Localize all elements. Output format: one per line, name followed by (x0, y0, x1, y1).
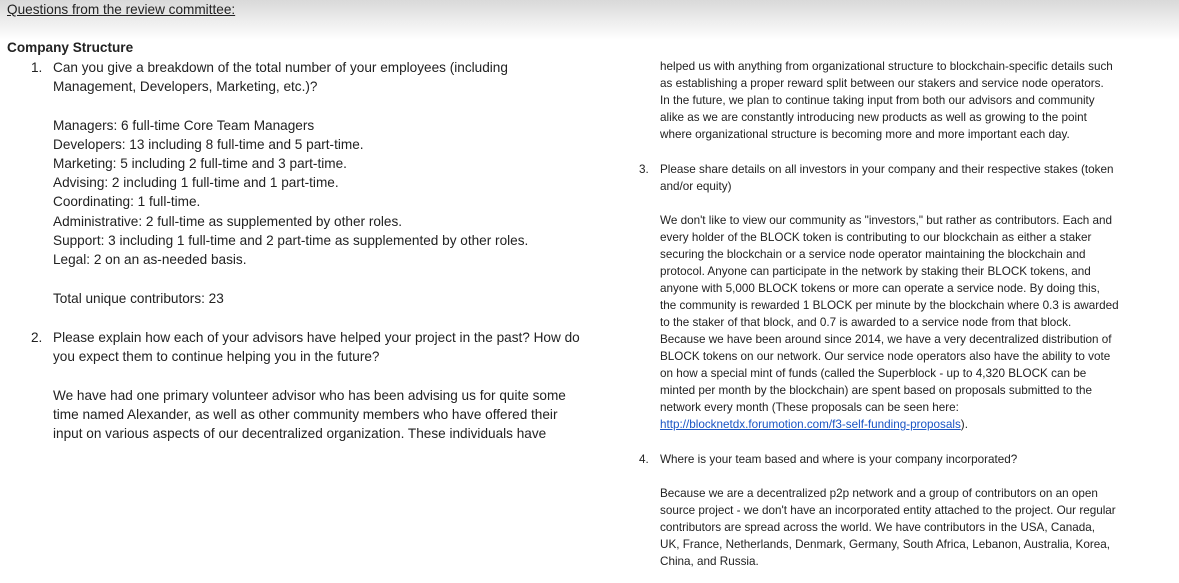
answer-line: Because we have been around since 2014, we have a very decentralized distribution of (660, 333, 1112, 346)
answer-line: on how a special mint of funds (called the Superblock - up to 4,320 BLOCK can be (660, 367, 1087, 380)
question-2-line: Please explain how each of your advisors have helped your project in the past? How do (53, 330, 580, 345)
breakdown-item: Developers: 13 including 8 full-time and 5 part-time. (53, 137, 364, 152)
answer-line: time named Alexander, as well as other community members who have offered their (53, 407, 558, 422)
answer-line: securing the blockchain or a service node operator maintaining the blockchain and (660, 248, 1086, 261)
question-1-line: Management, Developers, Marketing, etc.)? (53, 79, 318, 94)
question-3-line: Please share details on all investors in your company and their respective stakes (token (660, 163, 1114, 176)
answer-line: every holder of the BLOCK token is contributing to our blockchain as either a staker (660, 231, 1092, 244)
breakdown-item: Legal: 2 on an as-needed basis. (53, 252, 247, 267)
answer-line: protocol. Anyone can participate in the network by staking their BLOCK tokens, and (660, 265, 1091, 278)
question-2-number: 2. (31, 330, 43, 345)
answer-line: contributors are spread across the world. We have contributors in the USA, Canada, (660, 521, 1096, 534)
answer-line: We don't like to view our community as "investors," but rather as contributors. Each and (660, 214, 1113, 227)
breakdown-item: Coordinating: 1 full-time. (53, 194, 201, 209)
question-2-line: you expect them to continue helping you in the future? (53, 349, 380, 364)
answer-line: anyone with 5,000 BLOCK tokens or more can operate a service node. By doing this, (660, 282, 1100, 295)
breakdown-item: Support: 3 including 1 full-time and 2 part-time as supplemented by other roles. (53, 233, 529, 248)
answer-line: network every month (These proposals can be seen here: (660, 401, 959, 414)
page-heading: Questions from the review committee: (7, 2, 236, 17)
section-title: Company Structure (7, 40, 134, 55)
answer-line: input on various aspects of our decentralized organization. These individuals have (53, 426, 547, 441)
answer-line: to the staker of that block, and 0.7 is awarded to a service node from that block. (660, 316, 1072, 329)
answer-line: the community is rewarded 1 BLOCK per minute by the blockchain where 0.3 is awarded (660, 299, 1119, 312)
answer-line: UK, France, Netherlands, Denmark, Germany, South Africa, Lebanon, Australia, Korea, (660, 538, 1110, 551)
answer-line: Because we are a decentralized p2p network and a group of contributors on an open (660, 487, 1098, 500)
answer-line: We have had one primary volunteer advisor who has been advising us for quite some (53, 388, 566, 403)
answer-line-with-link (660, 416, 968, 433)
total-contributors: Total unique contributors: 23 (53, 291, 224, 306)
question-3-line: and/or equity) (660, 180, 732, 193)
breakdown-item: Marketing: 5 including 2 full-time and 3 part-time. (53, 156, 347, 171)
proposals-link[interactable]: http://blocknetdx.forumotion.com/f3-self-funding-proposals (660, 418, 961, 431)
answer-line: helped us with anything from organizational structure to blockchain-specific details such (660, 60, 1113, 73)
answer-line: as establishing a proper reward split between our stakers and service node operators. (660, 77, 1104, 90)
question-3-number: 3. (639, 163, 649, 176)
answer-line: source project - we don't have an incorporated entity attached to the project. Our regular (660, 504, 1116, 517)
breakdown-item: Managers: 6 full-time Core Team Managers (53, 118, 315, 133)
question-4-number: 4. (639, 453, 649, 466)
breakdown-item: Administrative: 2 full-time as supplemented by other roles. (53, 214, 403, 229)
answer-line: In the future, we plan to continue taking input from both our advisors and community (660, 94, 1095, 107)
question-1-line: Can you give a breakdown of the total number of your employees (including (53, 60, 508, 75)
question-4-line: Where is your team based and where is your company incorporated? (660, 453, 1018, 466)
answer-line: alike as we are constantly introducing new products as well as growing to the point (660, 111, 1087, 124)
link-suffix: ). (960, 418, 968, 431)
breakdown-item: Advising: 2 including 1 full-time and 1 part-time. (53, 175, 339, 190)
answer-line: China, and Russia. (660, 555, 759, 568)
answer-line: minted per month by the blockchain) are spent based on proposals submitted to the (660, 384, 1093, 397)
answer-line: BLOCK tokens on our network. Our service node operators also have the ability to vote (660, 350, 1111, 363)
question-1-number: 1. (31, 60, 43, 75)
answer-line: where organizational structure is becoming more and more important each day. (660, 128, 1070, 141)
